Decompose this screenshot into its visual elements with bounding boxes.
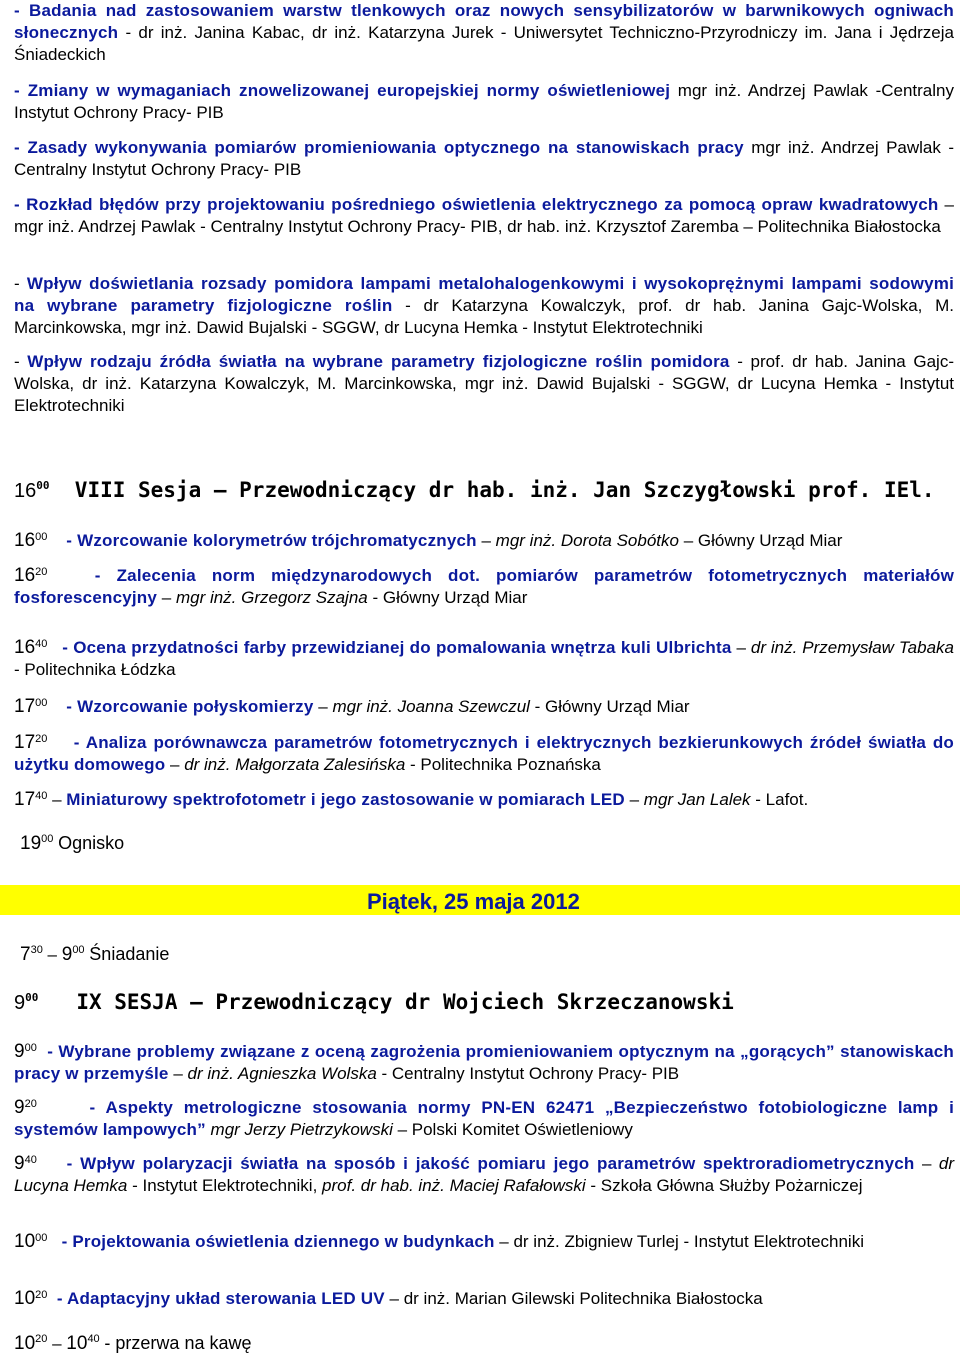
talk-authors: - dr Katarzyna Kowalczyk, prof. dr hab. Janina Gajc-Wolska, M. Marcinkowska, mgr inż. Dawid Bujalski - SGGW, dr Lucyna Hemka - Instytut Elektrotechniki <box>14 296 954 337</box>
ognisko-row: $19^{00}$ Ognisko <box>20 833 125 854</box>
schedule-row: $10^{20}$ - Adaptacyjny układ sterowania LED UV – dr inż. Marian Gilewski Politechnika Białostocka <box>14 1288 763 1309</box>
schedule-row: $16^{20}$ - Zalecenia norm międzynarodowych dot. pomiarów parametrów fotometrycznych materiałów fosforescencyjny – mgr inż. Grzegorz Szajna - Główny Urząd Miar <box>14 565 955 607</box>
talk-item-3 <box>14 137 954 181</box>
schedule-row: $16^{40}$ - Ocena przydatności farby przewidzianej do pomalowania wnętrza kuli Ulbrichta – dr inż. Przemysław Tabaka - Politechnika Łódzka <box>14 637 955 679</box>
speaker: mgr inż. Dorota Sobótko <box>495 531 679 550</box>
breakfast-row: $7^{30} - 9^{00}$ Śniadanie <box>20 944 170 965</box>
speaker: dr inż. Przemysław Tabaka <box>750 638 955 657</box>
talk-title: - Ocena przydatności farby przewidzianej do pomalowania wnętrza kuli Ulbrichta <box>62 638 732 657</box>
schedule-row: $9^{20}$ - Aspekty metrologiczne stosowania normy PN-EN 62471 „Bezpieczeństwo fotobiologiczne lamp i systemów lampowych” mgr Jerzy Pietrzykowski – Polski Komitet Oświetleniowy <box>14 1097 954 1139</box>
speaker: mgr Jan Lalek <box>643 790 751 809</box>
talk-item-2 <box>14 80 954 124</box>
talk-title: - Wzorcowanie połyskomierzy <box>66 697 314 716</box>
talk-authors: mgr inż. Andrzej Pawlak - Centralny Instytut Ochrony Pracy- PIB <box>14 138 955 179</box>
schedule-row: $17^{20}$ - Analiza porównawcza parametrów fotometrycznych i elektrycznych bezkierunkowych źródeł światła do użytku domowego – dr inż. Małgorzata Zalesińska - Politechnika Poznańska <box>14 732 954 774</box>
session-title: VIII Sesja – Przewodniczący dr hab. inż. Jan Szczygłowski prof. IEl. <box>74 478 935 502</box>
talk-authors: – mgr inż. Andrzej Pawlak - Centralny Instytut Ochrony Pracy- PIB, dr hab. inż. Krzysztof Zaremba – Politechnika Białostocka <box>14 195 954 236</box>
talk-title: - Projektowania oświetlenia dziennego w budynkach <box>61 1232 495 1251</box>
schedule-row: $9^{00}$ - Wybrane problemy związane z oceną zagrożenia promieniowaniem optycznym na „gorących” stanowiskach pracy w przemyśle – dr inż. Agnieszka Wolska - Centralny Instytut Ochrony Pracy- PIB <box>14 1041 954 1083</box>
speaker: dr inż. Małgorzata Zalesińska <box>184 755 406 774</box>
talk-title: - Analiza porównawcza parametrów fotometrycznych i elektrycznych bezkierunkowych źródeł światła do użytku domowego <box>14 733 954 774</box>
speaker: mgr Jerzy Pietrzykowski <box>210 1120 393 1139</box>
schedule-row: $16^{00}$ - Wzorcowanie kolorymetrów trójchromatycznych – mgr inż. Dorota Sobótko – Główny Urząd Miar <box>14 530 843 551</box>
schedule-row: $10^{00}$ - Projektowania oświetlenia dziennego w budynkach – dr inż. Zbigniew Turlej - Instytut Elektrotechniki <box>14 1231 864 1252</box>
session-title: IX SESJA – Przewodniczący dr Wojciech Skrzeczanowski <box>76 990 734 1014</box>
speaker: dr Lucyna Hemka <box>14 1154 954 1195</box>
talk-item-4 <box>14 194 954 238</box>
talk-title: Miniaturowy spektrofotometr i jego zastosowanie w pomiarach LED <box>66 790 625 809</box>
speaker: prof. dr hab. inż. Maciej Rafałowski <box>322 1176 586 1195</box>
talk-title: - Zasady wykonywania pomiarów promieniowania optycznego na stanowiskach pracy <box>14 138 744 157</box>
talk-title: - Wzorcowanie kolorymetrów trójchromatycznych <box>66 531 477 550</box>
speaker: dr inż. Agnieszka Wolska <box>187 1064 377 1083</box>
talk-title: Wpływ doświetlania rozsady pomidora lampami metalohalogenkowymi i wysokoprężnymi lampami sodowymi na wybrane parametry fizjologiczne roślin <box>14 274 954 315</box>
session-9-heading: $9^{00}$ IX SESJA – Przewodniczący dr Wojciech Skrzeczanowski <box>14 990 734 1014</box>
talk-item-1 <box>14 0 954 66</box>
schedule-row: $9^{40}$ - Wpływ polaryzacji światła na sposób i jakość pomiaru jego parametrów spektroradiometrycznych – dr Lucyna Hemka - Instytut Elektrotechniki, prof. dr hab. inż. Maciej Rafałowski - Szkoła Główna Służby Pożarniczej <box>14 1153 954 1195</box>
talk-title: - Wybrane problemy związane z oceną zagrożenia promieniowaniem optycznym na „gorących” stanowiskach pracy w przemyśle <box>14 1042 954 1083</box>
speaker: mgr inż. Joanna Szewczul <box>332 697 530 716</box>
schedule-row: $17^{00}$ - Wzorcowanie połyskomierzy – mgr inż. Joanna Szewczul - Główny Urząd Miar <box>14 696 690 717</box>
talk-title: Wpływ rodzaju źródła światła na wybrane parametry fizjologiczne roślin pomidora <box>27 352 730 371</box>
talk-title: - Zalecenia norm międzynarodowych dot. pomiarów parametrów fotometrycznych materiałów fosforescencyjny <box>14 566 955 607</box>
talk-title: - Zmiany w wymaganiach znowelizowanej europejskiej normy oświetleniowej <box>14 81 671 100</box>
talk-title: - Aspekty metrologiczne stosowania normy PN-EN 62471 „Bezpieczeństwo fotobiologiczne lamp i systemów lampowych” <box>14 1098 954 1139</box>
schedule-row: $17^{40}$ – Miniaturowy spektrofotometr i jego zastosowanie w pomiarach LED – mgr Jan Lalek - Lafot. <box>14 789 809 810</box>
talk-title: - Rozkład błędów przy projektowaniu pośredniego oświetlenia elektrycznego za pomocą opraw kwadratowych <box>14 195 939 214</box>
talk-title: - Adaptacyjny układ sterowania LED UV <box>56 1289 385 1308</box>
coffee-break-row: $10^{20} - 10^{40}$ - przerwa na kawę <box>14 1333 252 1354</box>
day-header: Piątek, 25 maja 2012 <box>367 889 580 914</box>
talk-title: - Wpływ polaryzacji światła na sposób i jakość pomiaru jego parametrów spektroradiometrycznych <box>66 1154 915 1173</box>
talk-item-6: - Wpływ rodzaju źródła światła na wybrane parametry fizjologiczne roślin pomidora - prof. dr hab. Janina Gajc-Wolska, dr inż. Katarzyna Kowalczyk, M. Marcinkowska, mgr inż. Dawid Bujalski - SGGW, dr Lucyna Hemka - Instytut Elektrotechniki <box>14 352 954 415</box>
talk-title: - Badania nad zastosowaniem warstw tlenkowych oraz nowych sensybilizatorów w barwnikowych ogniwach słonecznych <box>14 1 954 42</box>
talk-authors: - prof. dr hab. Janina Gajc-Wolska, dr inż. Katarzyna Kowalczyk, M. Marcinkowska, mgr inż. Dawid Bujalski - SGGW, dr Lucyna Hemka - Instytut Elektrotechniki <box>14 352 954 415</box>
talk-authors: mgr inż. Andrzej Pawlak -Centralny Instytut Ochrony Pracy- PIB <box>14 81 954 122</box>
talk-item-5: - Wpływ doświetlania rozsady pomidora lampami metalohalogenkowymi i wysokoprężnymi lampami sodowymi na wybrane parametry fizjologiczne roślin - dr Katarzyna Kowalczyk, prof. dr hab. Janina Gajc-Wolska, M. Marcinkowska, mgr inż. Dawid Bujalski - SGGW, dr Lucyna Hemka - Instytut Elektrotechniki <box>14 274 954 337</box>
talk-authors: - dr inż. Janina Kabac, dr inż. Katarzyna Jurek - Uniwersytet Techniczno-Przyrodniczy im. Jana i Jędrzeja Śniadeckich <box>14 23 954 64</box>
speaker: mgr inż. Grzegorz Szajna <box>175 588 368 607</box>
session-8-heading: $16^{00}$ VIII Sesja – Przewodniczący dr hab. inż. Jan Szczygłowski prof. IEl. <box>14 478 935 502</box>
